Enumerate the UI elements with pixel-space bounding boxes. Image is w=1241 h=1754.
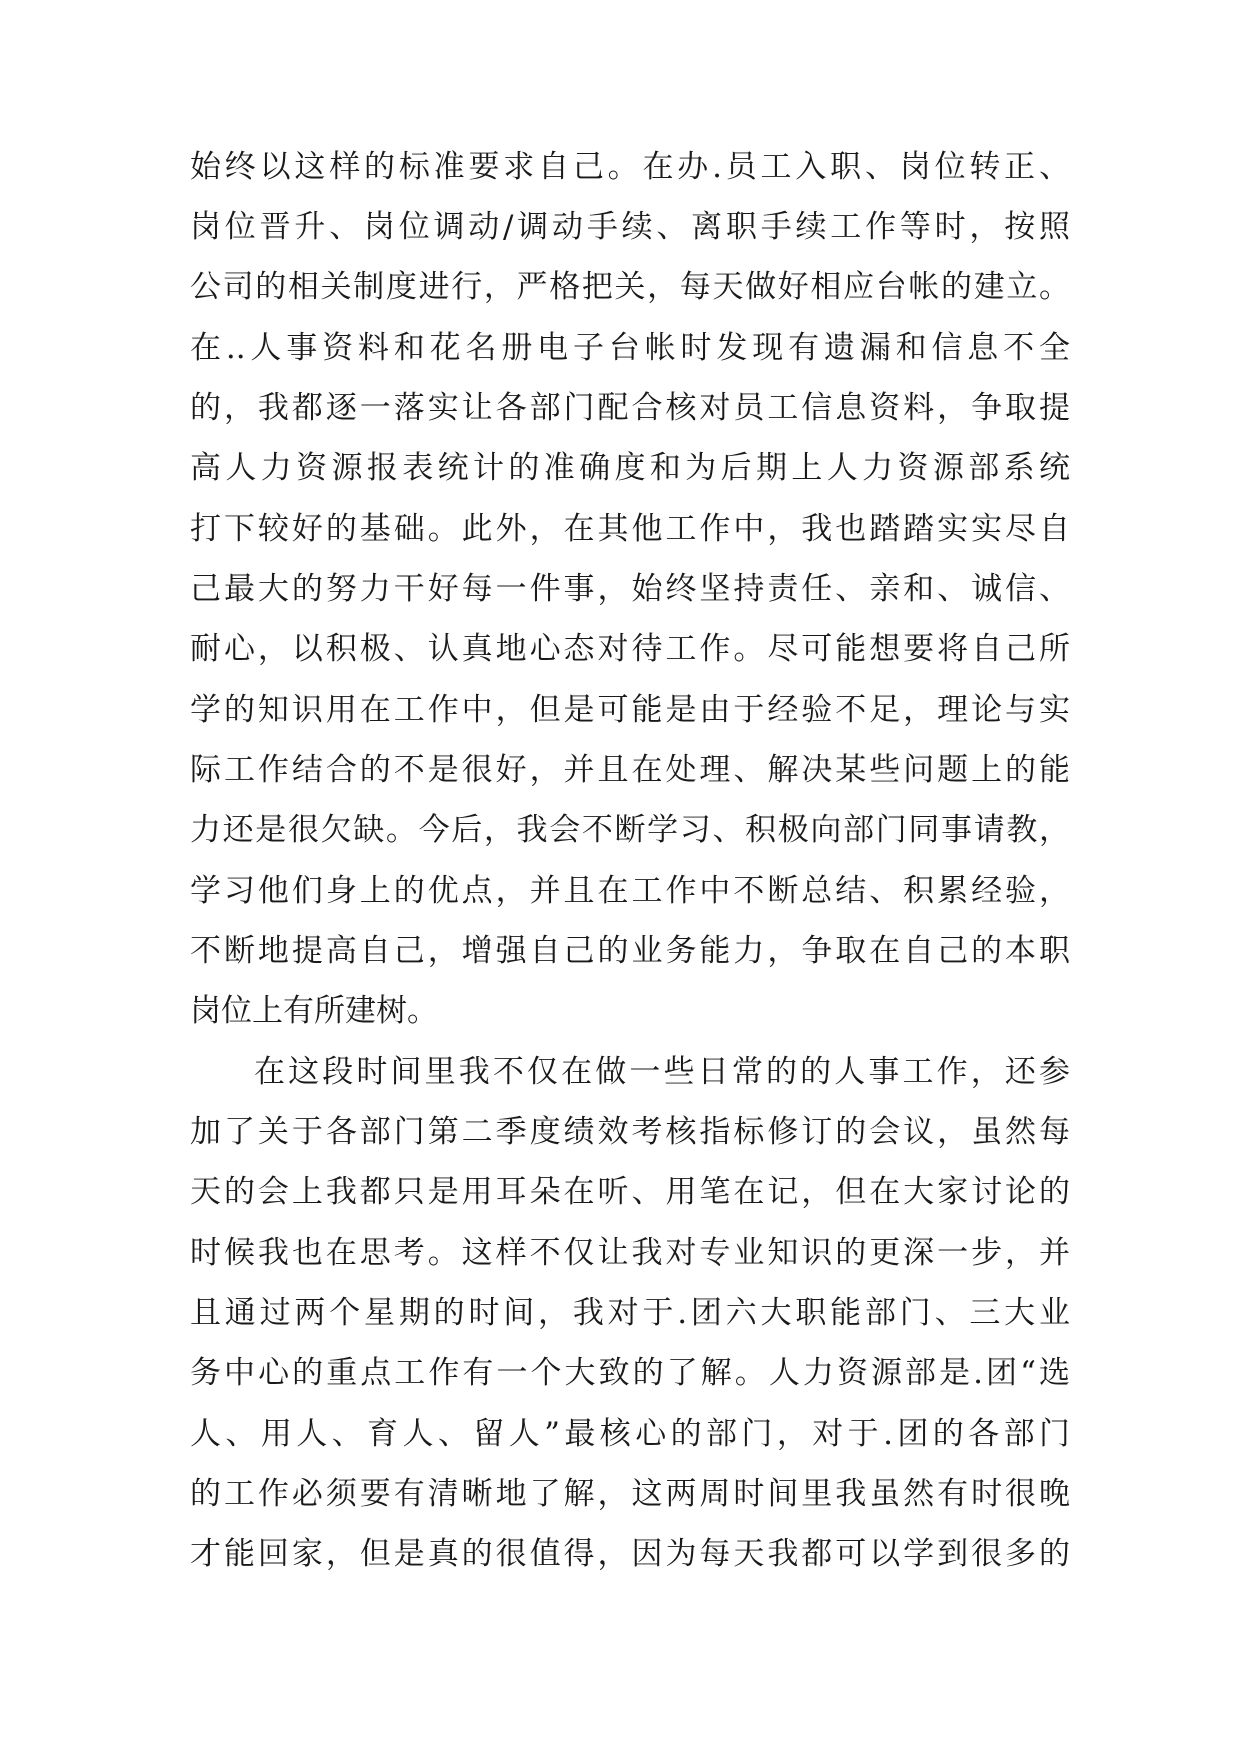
text-line: 学习他们身上的优点，并且在工作中不断总结、积累经验， <box>190 873 1070 909</box>
text-line: 岗位晋升、岗位调动/调动手续、离职手续工作等时，按照 <box>190 209 1070 245</box>
text-line: 时候我也在思考。这样不仅让我对专业知识的更深一步，并 <box>190 1235 1070 1271</box>
text-line: 学的知识用在工作中，但是可能是由于经验不足，理论与实 <box>190 692 1070 728</box>
text-line: 人、用人、育人、留人”最核心的部门，对于.团的各部门 <box>190 1416 1070 1452</box>
text-line: 的，我都逐一落实让各部门配合核对员工信息资料，争取提 <box>190 390 1070 426</box>
text-line: 际工作结合的不是很好，并且在处理、解决某些问题上的能 <box>190 752 1070 788</box>
text-line: 在..人事资料和花名册电子台帐时发现有遗漏和信息不全 <box>190 330 1070 366</box>
text-line: 打下较好的基础。此外，在其他工作中，我也踏踏实实尽自 <box>190 511 1070 547</box>
paragraph-first-line: 在这段时间里我不仅在做一些日常的的人事工作，还参 <box>254 1054 1070 1090</box>
text-line: 务中心的重点工作有一个大致的了解。人力资源部是.团“选 <box>190 1355 1070 1391</box>
text-line: 始终以这样的标准要求自己。在办.员工入职、岗位转正、 <box>190 149 1070 185</box>
text-line: 公司的相关制度进行，严格把关，每天做好相应台帐的建立。 <box>190 269 1070 305</box>
text-line: 且通过两个星期的时间，我对于.团六大职能部门、三大业 <box>190 1295 1070 1331</box>
text-line: 天的会上我都只是用耳朵在听、用笔在记，但在大家讨论的 <box>190 1174 1070 1210</box>
text-line: 力还是很欠缺。今后，我会不断学习、积极向部门同事请教， <box>190 812 1070 848</box>
text-line: 高人力资源报表统计的准确度和为后期上人力资源部系统 <box>190 450 1070 486</box>
text-line: 岗位上有所建树。 <box>190 993 438 1029</box>
text-line: 才能回家，但是真的很值得，因为每天我都可以学到很多的 <box>190 1536 1070 1572</box>
text-line: 耐心，以积极、认真地心态对待工作。尽可能想要将自己所 <box>190 631 1070 667</box>
text-line: 的工作必须要有清晰地了解，这两周时间里我虽然有时很晚 <box>190 1476 1070 1512</box>
text-line: 不断地提高自己，增强自己的业务能力，争取在自己的本职 <box>190 933 1070 969</box>
text-line: 己最大的努力干好每一件事，始终坚持责任、亲和、诚信、 <box>190 571 1070 607</box>
text-line: 加了关于各部门第二季度绩效考核指标修订的会议，虽然每 <box>190 1114 1070 1150</box>
